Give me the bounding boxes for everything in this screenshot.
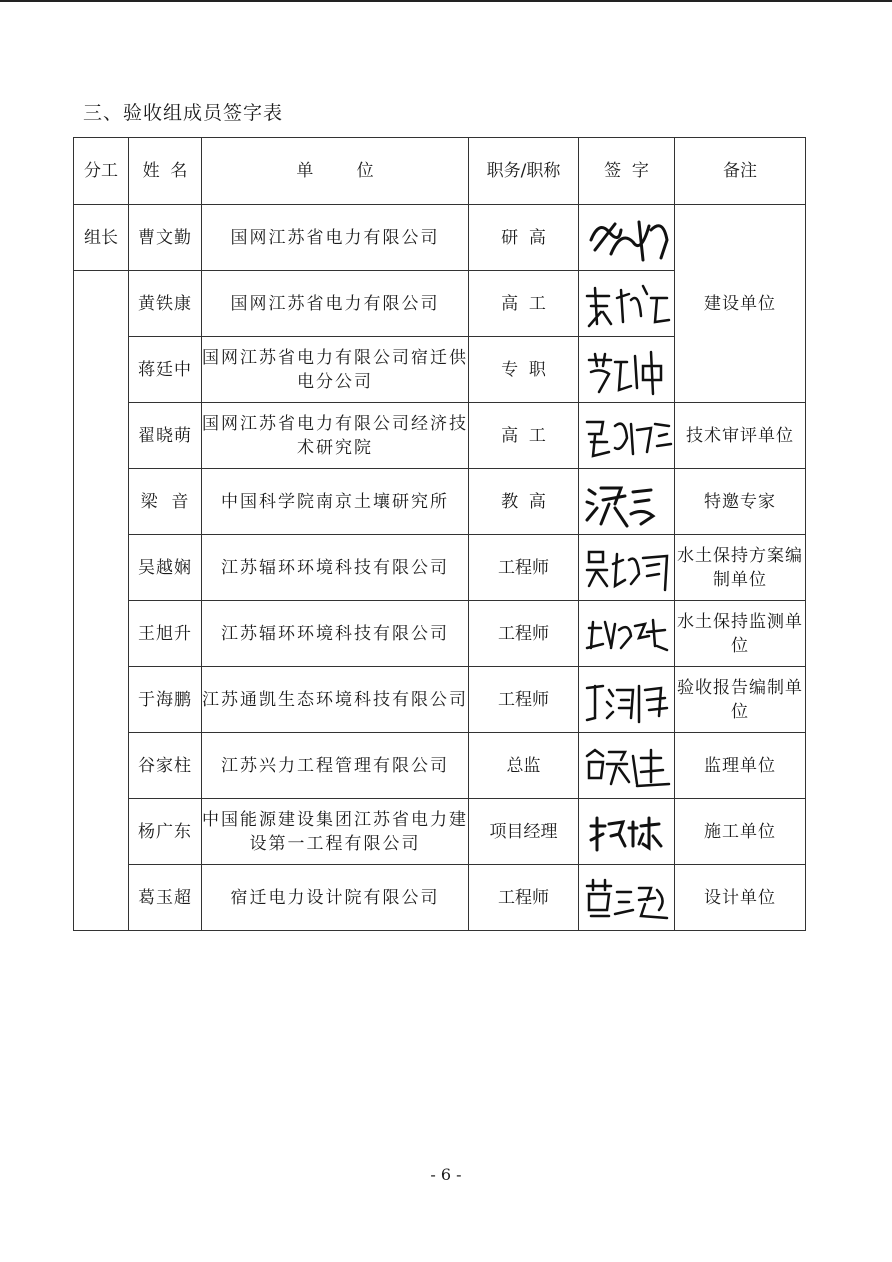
handwritten-signature bbox=[581, 540, 673, 596]
title-cell: 工程师 bbox=[469, 667, 579, 733]
unit-cell: 江苏辐环环境科技有限公司 bbox=[202, 601, 469, 667]
signature-table bbox=[73, 137, 806, 931]
signature-cell bbox=[579, 667, 675, 733]
page-number: - 6 - bbox=[430, 1165, 462, 1184]
name-cell: 谷家柱 bbox=[129, 733, 202, 799]
name-cell: 曹文勤 bbox=[129, 205, 202, 271]
signature-cell bbox=[579, 865, 675, 931]
remark-cell: 水土保持方案编制单位 bbox=[675, 535, 806, 601]
remark-cell: 水土保持监测单位 bbox=[675, 601, 806, 667]
handwritten-signature bbox=[581, 342, 673, 398]
handwritten-signature bbox=[581, 276, 673, 332]
handwritten-signature bbox=[581, 210, 673, 266]
header-remark: 备注 bbox=[675, 138, 806, 205]
handwritten-signature bbox=[581, 672, 673, 728]
signature-cell bbox=[579, 337, 675, 403]
remark-cell: 设计单位 bbox=[675, 865, 806, 931]
table-row bbox=[74, 601, 806, 667]
table-row bbox=[74, 403, 806, 469]
header-name: 姓 名 bbox=[129, 138, 202, 205]
handwritten-signature bbox=[581, 606, 673, 662]
signature-cell bbox=[579, 601, 675, 667]
unit-cell: 江苏辐环环境科技有限公司 bbox=[202, 535, 469, 601]
unit-cell: 江苏兴力工程管理有限公司 bbox=[202, 733, 469, 799]
title-cell: 研 高 bbox=[469, 205, 579, 271]
name-cell: 翟晓萌 bbox=[129, 403, 202, 469]
remark-cell: 建设单位 bbox=[675, 205, 806, 403]
remark-cell: 特邀专家 bbox=[675, 469, 806, 535]
title-cell: 专 职 bbox=[469, 337, 579, 403]
signature-cell bbox=[579, 403, 675, 469]
name-cell: 于海鹏 bbox=[129, 667, 202, 733]
header-unit: 单 位 bbox=[202, 138, 469, 205]
signature-cell bbox=[579, 535, 675, 601]
unit-cell: 国网江苏省电力有限公司经济技术研究院 bbox=[202, 403, 469, 469]
header-title: 职务/职称 bbox=[469, 138, 579, 205]
handwritten-signature bbox=[581, 408, 673, 464]
name-cell: 蒋廷中 bbox=[129, 337, 202, 403]
remark-cell: 技术审评单位 bbox=[675, 403, 806, 469]
table-header-row bbox=[74, 138, 806, 205]
title-cell: 工程师 bbox=[469, 535, 579, 601]
unit-cell: 国网江苏省电力有限公司 bbox=[202, 271, 469, 337]
signature-cell bbox=[579, 271, 675, 337]
table-row bbox=[74, 733, 806, 799]
remark-cell: 监理单位 bbox=[675, 733, 806, 799]
signature-cell bbox=[579, 205, 675, 271]
page-top-border bbox=[0, 0, 892, 2]
name-cell: 杨广东 bbox=[129, 799, 202, 865]
remark-cell: 施工单位 bbox=[675, 799, 806, 865]
table-row bbox=[74, 799, 806, 865]
header-signature: 签 字 bbox=[579, 138, 675, 205]
header-role: 分工 bbox=[74, 138, 129, 205]
unit-cell: 宿迁电力设计院有限公司 bbox=[202, 865, 469, 931]
role-cell-empty bbox=[74, 271, 129, 931]
name-cell: 梁 音 bbox=[129, 469, 202, 535]
unit-cell: 中国能源建设集团江苏省电力建设第一工程有限公司 bbox=[202, 799, 469, 865]
signature-cell bbox=[579, 733, 675, 799]
table-row bbox=[74, 535, 806, 601]
unit-cell: 国网江苏省电力有限公司 bbox=[202, 205, 469, 271]
handwritten-signature bbox=[581, 870, 673, 926]
title-cell: 高 工 bbox=[469, 271, 579, 337]
name-cell: 黄铁康 bbox=[129, 271, 202, 337]
table-row bbox=[74, 667, 806, 733]
unit-cell: 中国科学院南京土壤研究所 bbox=[202, 469, 469, 535]
unit-cell: 国网江苏省电力有限公司宿迁供电分公司 bbox=[202, 337, 469, 403]
handwritten-signature bbox=[581, 804, 673, 860]
title-cell: 高 工 bbox=[469, 403, 579, 469]
title-cell: 工程师 bbox=[469, 865, 579, 931]
title-cell: 总监 bbox=[469, 733, 579, 799]
title-cell: 项目经理 bbox=[469, 799, 579, 865]
signature-cell bbox=[579, 469, 675, 535]
table-row bbox=[74, 865, 806, 931]
handwritten-signature bbox=[581, 738, 673, 794]
handwritten-signature bbox=[581, 474, 673, 530]
title-cell: 工程师 bbox=[469, 601, 579, 667]
name-cell: 吴越娴 bbox=[129, 535, 202, 601]
table-row bbox=[74, 205, 806, 271]
role-cell: 组长 bbox=[74, 205, 129, 271]
unit-cell: 江苏通凯生态环境科技有限公司 bbox=[202, 667, 469, 733]
section-title: 三、验收组成员签字表 bbox=[83, 102, 284, 124]
table-row bbox=[74, 469, 806, 535]
name-cell: 王旭升 bbox=[129, 601, 202, 667]
remark-cell: 验收报告编制单位 bbox=[675, 667, 806, 733]
name-cell: 葛玉超 bbox=[129, 865, 202, 931]
signature-cell bbox=[579, 799, 675, 865]
title-cell: 教 高 bbox=[469, 469, 579, 535]
